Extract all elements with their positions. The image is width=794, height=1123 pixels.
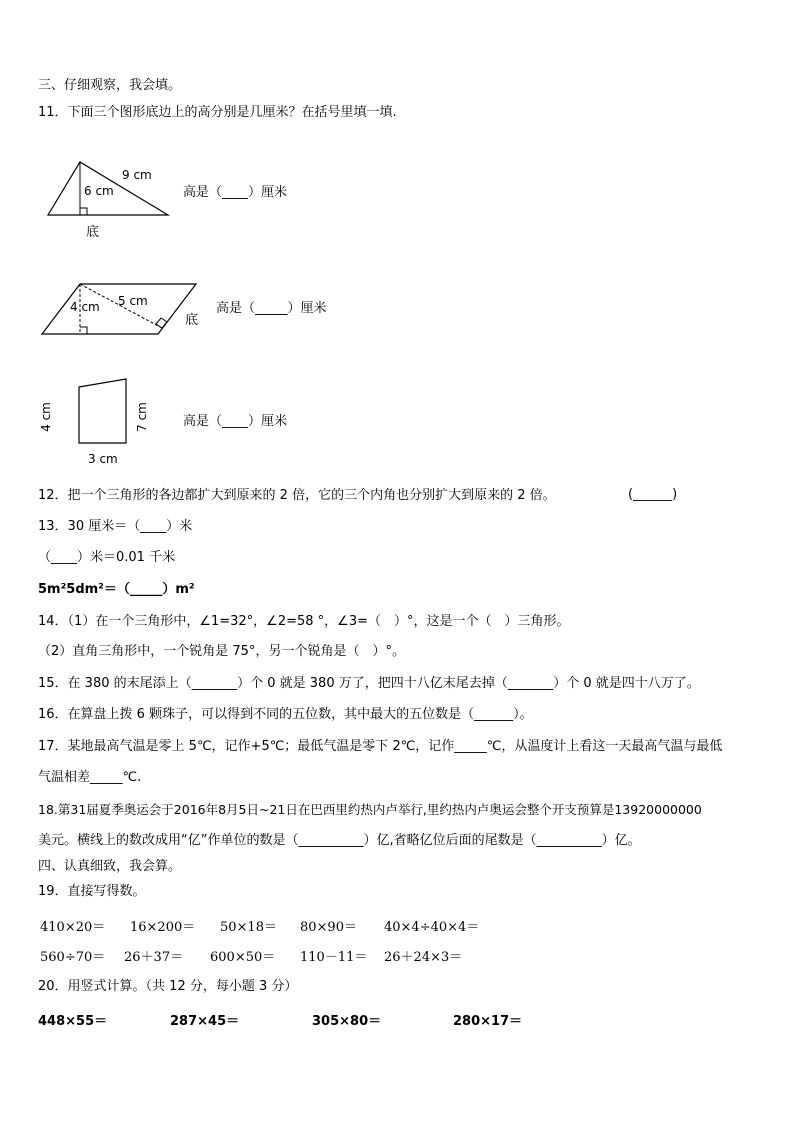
parallelogram-shape	[42, 284, 199, 334]
parallelogram-answer: 高是（_____）厘米	[216, 301, 327, 316]
q19-calc-5: 40×4÷40×4＝	[384, 920, 480, 935]
section-three-title: 三、仔细观察，我会填。	[38, 78, 182, 93]
parallelogram-base-label: 底	[185, 313, 199, 328]
q19-calc-9: 110－11＝	[300, 950, 368, 965]
question-13-line3: 5m²5dm²＝（_____）m²	[38, 582, 195, 597]
q19-calc-2: 16×200＝	[130, 920, 196, 935]
q20-item-4: 280×17＝	[453, 1014, 523, 1029]
question-17-line2: 气温相差_____℃.	[38, 770, 142, 785]
question-14-line1: 14．（1）在一个三角形中，∠1=32°，∠2=58 °，∠3=（ ）°，这是一个（ ）三角形。	[38, 614, 570, 629]
q19-calc-1: 410×20＝	[40, 920, 106, 935]
question-15: 15．在 380 的末尾添上（_______）个 0 就是 380 万了，把四十八亿末尾去掉（_______）个 0 就是四十八万了。	[38, 676, 700, 691]
question-18-line1: 18.第31届夏季奥运会于2016年8月5日~21日在巴西里约热内卢举行,里约热内卢奥运会整个开支预算是13920000000	[38, 802, 702, 817]
question-12-text: 12．把一个三角形的各边都扩大到原来的 2 倍，它的三个内角也分别扩大到原来的 2 倍。	[38, 488, 556, 503]
q19-calc-8: 600×50＝	[210, 950, 276, 965]
trapezoid-right-label: 7 cm	[134, 402, 149, 432]
section-four-title: 四、认真细致，我会算。	[38, 859, 182, 874]
parallelogram-diag-label: 5 cm	[118, 294, 148, 308]
question-12-blank: (______)	[628, 487, 678, 502]
q19-calc-3: 50×18＝	[220, 920, 277, 935]
question-13-line2: （____）米＝0.01 千米	[38, 550, 176, 565]
question-17-line1: 17．某地最高气温是零上 5℃，记作+5℃；最低气温是零下 2℃，记作_____℃，从温度计上看这一天最高气温与最低	[38, 739, 723, 754]
triangle-height-label: 6 cm	[84, 184, 114, 198]
q20-item-2: 287×45＝	[170, 1014, 240, 1029]
question-18-line2: 美元。横线上的数改成用“亿”作单位的数是（__________）亿,省略亿位后面的尾数是（__________）亿。	[38, 833, 641, 848]
question-19: 19．直接写得数。	[38, 884, 146, 899]
q20-item-1: 448×55＝	[38, 1014, 108, 1029]
right-angle-mark	[80, 327, 87, 334]
parallelogram-height-label: 4 cm	[70, 300, 100, 314]
q20-item-3: 305×80＝	[312, 1014, 382, 1029]
triangle-base-label: 底	[86, 225, 100, 240]
triangle-hyp-label: 9 cm	[122, 168, 152, 182]
trapezoid-left-label: 4 cm	[38, 402, 53, 432]
right-angle-mark-2	[156, 318, 167, 328]
parallelogram-figure	[38, 278, 208, 340]
q19-calc-10: 26＋24×3＝	[384, 950, 463, 965]
triangle-answer: 高是（____）厘米	[183, 185, 288, 200]
question-16: 16．在算盘上拨 6 颗珠子，可以得到不同的五位数，其中最大的五位数是（______）。	[38, 707, 533, 722]
question-11: 11．下面三个图形底边上的高分别是几厘米？在括号里填一填.	[38, 105, 397, 120]
question-20: 20．用竖式计算。（共 12 分，每小题 3 分）	[38, 979, 298, 994]
trapezoid-bottom-label: 3 cm	[88, 452, 118, 466]
q19-calc-6: 560÷70＝	[40, 950, 106, 965]
q19-calc-7: 26＋37＝	[124, 950, 184, 965]
question-12	[38, 487, 556, 505]
trapezoid-answer: 高是（____）厘米	[183, 414, 288, 429]
right-angle-mark	[80, 208, 87, 215]
trapezoid-figure	[74, 375, 132, 447]
question-13-line1: 13．30 厘米＝（____）米	[38, 519, 193, 534]
q19-calc-4: 80×90＝	[300, 920, 357, 935]
trapezoid-shape	[79, 379, 126, 443]
question-14-line2: （2）直角三角形中，一个锐角是 75°，另一个锐角是（ ）°。	[38, 644, 405, 659]
